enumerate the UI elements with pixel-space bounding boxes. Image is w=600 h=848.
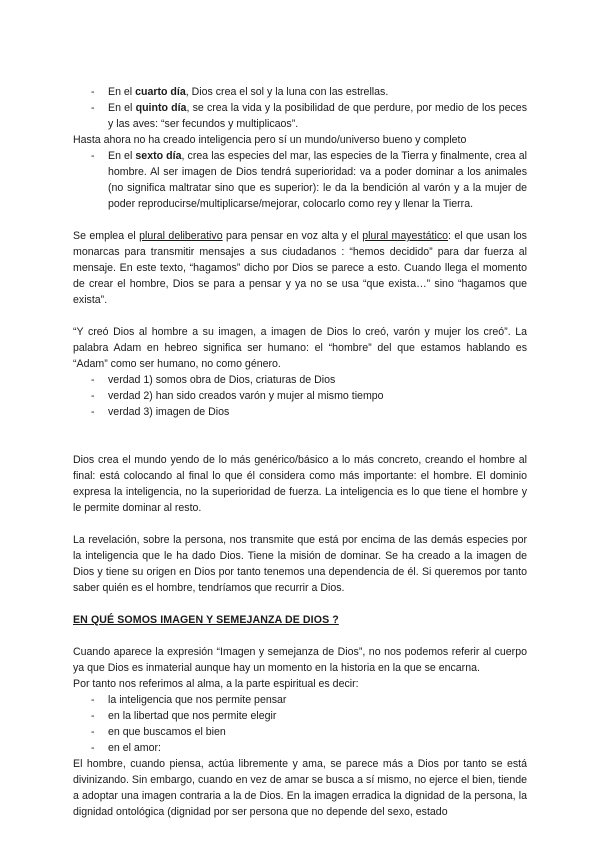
paragraph-cuando: Cuando aparece la expresión “Imagen y semejanza de Dios”, no nos podemos referir al cuerpo ya que Dios es inmaterial aunque hay un momento en la historia en la que se encarna. — [73, 646, 527, 674]
document-page — [73, 84, 527, 820]
list-item: - la inteligencia que nos permite pensar — [73, 692, 527, 708]
list-item: - verdad 3) imagen de Dios — [73, 404, 527, 420]
list-item: - En el cuarto día, Dios crea el sol y la luna con las estrellas. — [73, 84, 527, 100]
paragraph-plural: Se emplea el plural deliberativo para pensar en voz alta y el plural mayestático: el que usan los monarcas para transmitir mensajes a sus ciudadanos : “hemos decidido” para dar fuerza al mensaje. En este texto, “hagamos” dicho por Dios se parece a esto. Cuando llega el momento de crear el hombre, Dios se para a pensar y ya no se usa “que exista…” sino “hagamos que exista”. — [73, 230, 527, 306]
list-item: - en el amor: — [73, 740, 527, 756]
paragraph-quote: “Y creó Dios al hombre a su imagen, a imagen de Dios lo creó, varón y mujer los creó”. La palabra Adam en hebreo significa ser humano: el “hombre” del que estamos hablando es “Adam” como ser humano, no como género. — [73, 326, 527, 370]
spiritual-list — [73, 692, 527, 756]
paragraph-final: El hombre, cuando piensa, actúa libremente y ama, se parece más a Dios por tanto se está divinizando. Sin embargo, cuando en vez de amar se busca a sí mismo, no ejerce el bien, tiende a adoptar una imagen contraria a la de Dios. En la imagen erradica la dignidad de la persona, la dignidad ontológica (dignidad por ser persona que no depende del sexo, estado — [73, 758, 527, 818]
list-item: - verdad 2) han sido creados varón y mujer al mismo tiempo — [73, 388, 527, 404]
section-heading: EN QUÉ SOMOS IMAGEN Y SEMEJANZA DE DIOS ? — [73, 614, 339, 626]
list-item: - en que buscamos el bien — [73, 724, 527, 740]
list-item: - verdad 1) somos obra de Dios, criaturas de Dios — [73, 372, 527, 388]
text-line-hasta-ahora: Hasta ahora no ha creado inteligencia pero sí un mundo/universo bueno y completo — [73, 134, 467, 146]
list-item: - En el quinto día, se crea la vida y la posibilidad de que perdure, por medio de los peces y las aves: “ser fecundos y multiplicaos”. — [73, 100, 527, 132]
creation-days-list-1 — [73, 84, 527, 132]
paragraph-revelacion: La revelación, sobre la persona, nos transmite que está por encima de las demás especies por la inteligencia que le ha dado Dios. Tiene la misión de dominar. Se ha creado a la imagen de Dios y tiene su origen en Dios por tanto tenemos una dependencia de él. Si queremos por tanto saber quién es el hombre, tendríamos que recurrir a Dios. — [73, 534, 527, 594]
creation-days-list-2 — [73, 148, 527, 212]
paragraph-mundo: Dios crea el mundo yendo de lo más genérico/básico a lo más concreto, creando el hombre al final: está colocando al final lo que él considera como más importante: el hombre. El dominio expresa la inteligencia, no la superioridad de fuerza. La inteligencia es lo que tiene el hombre y le permite dominar al resto. — [73, 454, 527, 514]
list-item: - en la libertad que nos permite elegir — [73, 708, 527, 724]
text-line-por-tanto: Por tanto nos referimos al alma, a la parte espiritual es decir: — [73, 678, 359, 690]
list-item: - En el sexto día, crea las especies del mar, las especies de la Tierra y finalmente, crea al hombre. Al ser imagen de Dios tendrá superioridad: va a poder dominar a los animales (no significa maltratar sino que es superior): le da la bendición al varón y a la mujer de poder reproducirse/multiplicarse/mejorar, colocarlo como rey y llenar la Tierra. — [73, 148, 527, 212]
truths-list — [73, 372, 527, 420]
